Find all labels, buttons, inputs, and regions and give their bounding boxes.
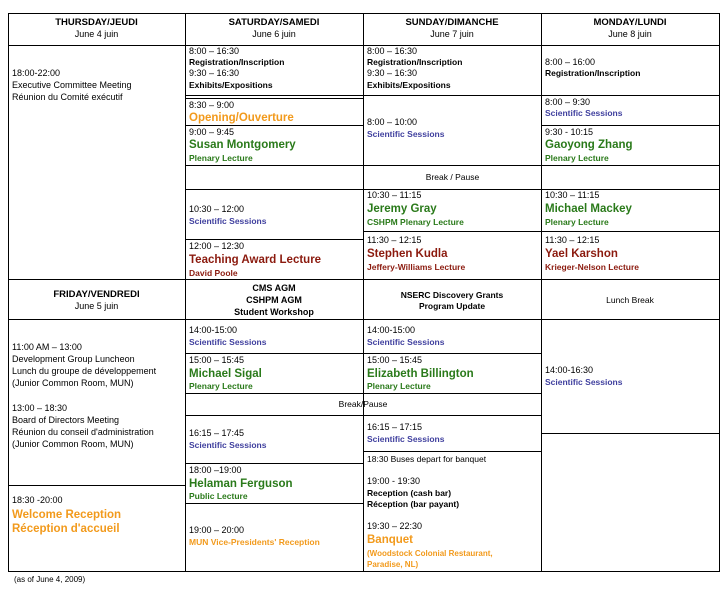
- sun-gray-speaker: Jeremy Gray: [367, 203, 437, 215]
- sun-kudla-time: 11:30 – 12:15: [367, 235, 422, 245]
- monday-date: June 8 juin: [608, 29, 652, 39]
- sat-pub-speaker: Helaman Ferguson: [189, 478, 293, 490]
- friday-date: June 5 juin: [74, 301, 119, 311]
- sat-agm-1: CMS AGM: [252, 283, 296, 293]
- sun-rec-en: Reception (cash bar): [367, 488, 452, 498]
- mon-mackey-label: Plenary Lecture: [545, 217, 609, 227]
- sat-late-sci-label: Scientific Sessions: [189, 440, 267, 450]
- saturday-header: SATURDAY/SAMEDI: [228, 17, 320, 28]
- sun-late-sci-time: 16:15 – 17:15: [367, 422, 423, 432]
- sat-plen-speaker: Susan Montgomery: [189, 139, 296, 151]
- sun-sci-time: 8:00 – 10:00: [367, 117, 418, 127]
- sat-exh-label: Exhibits/Expositions: [189, 80, 273, 90]
- fri-welcome-fr: Réception d'accueil: [12, 523, 120, 535]
- thursday-exec-en: Executive Committee Meeting: [12, 80, 132, 90]
- sun-exh-time: 9:30 – 16:30: [367, 68, 418, 78]
- afternoon-break: Break/Pause: [338, 399, 388, 409]
- sun-ban-place1: (Woodstock Colonial Restaurant,: [367, 549, 493, 558]
- fri-board-room: (Junior Common Room, MUN): [12, 439, 134, 449]
- sun-kudla-label: Jeffery-Williams Lecture: [367, 262, 466, 272]
- mon-sci-time: 8:00 – 9:30: [545, 97, 591, 107]
- fri-board-en: Board of Directors Meeting: [12, 415, 120, 425]
- sun-bill-speaker: Elizabeth Billington: [367, 368, 474, 380]
- sun-ban-title: Banquet: [367, 534, 413, 546]
- sat-plen-label: Plenary Lecture: [189, 153, 253, 163]
- sat-sigal-time: 15:00 – 15:45: [189, 355, 245, 365]
- fri-board-fr: Réunion du conseil d'administration: [12, 427, 154, 437]
- saturday-date: June 6 juin: [252, 29, 296, 39]
- sun-reg-label: Registration/Inscription: [367, 57, 463, 67]
- fri-welcome-en: Welcome Reception: [12, 509, 122, 521]
- mon-pm-sci-time: 14:00-16:30: [545, 365, 594, 375]
- monday-header: MONDAY/LUNDI: [593, 17, 667, 28]
- fri-lunch-room: (Junior Common Room, MUN): [12, 378, 134, 388]
- thursday-exec-fr: Réunion du Comité exécutif: [12, 92, 123, 102]
- sat-plen-time: 9:00 – 9:45: [189, 127, 235, 137]
- sat-exh-time: 9:30 – 16:30: [189, 68, 240, 78]
- mon-mackey-speaker: Michael Mackey: [545, 203, 632, 215]
- thursday-date: June 4 juin: [74, 29, 119, 39]
- sat-sci-time: 10:30 – 12:00: [189, 204, 245, 214]
- fri-lunch-fr: Lunch du groupe de développement: [12, 366, 157, 376]
- sun-nserc-1: NSERC Discovery Grants: [400, 290, 504, 300]
- sat-pm-sci-time: 14:00-15:00: [189, 325, 238, 335]
- sun-bill-time: 15:00 – 15:45: [367, 355, 423, 365]
- sat-open-title: Opening/Ouverture: [189, 112, 294, 124]
- friday-header: FRIDAY/VENDREDI: [53, 289, 140, 300]
- sun-bus-label: 18:30 Buses depart for banquet: [367, 454, 487, 464]
- mon-karshon-label: Krieger-Nelson Lecture: [545, 262, 639, 272]
- sun-pm-sci-time: 14:00-15:00: [367, 325, 416, 335]
- thursday-exec-time: 18:00-22:00: [12, 68, 61, 78]
- sun-bill-label: Plenary Lecture: [367, 381, 431, 391]
- mon-mackey-time: 10:30 – 11:15: [545, 190, 600, 200]
- sat-open-time: 8:30 – 9:00: [189, 100, 235, 110]
- mon-pm-sci-label: Scientific Sessions: [545, 377, 623, 387]
- sunday-header: SUNDAY/DIMANCHE: [405, 17, 499, 28]
- mon-karshon-speaker: Yael Karshon: [545, 248, 618, 260]
- sun-kudla-speaker: Stephen Kudla: [367, 248, 448, 260]
- mon-reg-label: Registration/Inscription: [545, 68, 641, 78]
- fri-board-time: 13:00 – 18:30: [12, 403, 68, 413]
- mon-zhang-speaker: Gaoyong Zhang: [545, 139, 633, 151]
- thursday-header: THURSDAY/JEUDI: [55, 17, 138, 28]
- sun-reg-time: 8:00 – 16:30: [367, 46, 418, 56]
- fri-lunch-en: Development Group Luncheon: [12, 354, 135, 364]
- sun-nserc-2: Program Update: [418, 301, 486, 311]
- sun-ban-time: 19:30 – 22:30: [367, 521, 423, 531]
- sat-agm-2: CSHPM AGM: [246, 295, 302, 305]
- sat-sigal-label: Plenary Lecture: [189, 381, 253, 391]
- sun-gray-label: CSHPM Plenary Lecture: [367, 217, 464, 227]
- fri-welcome-time: 18:30 -20:00: [12, 495, 63, 505]
- mon-zhang-time: 9:30 - 10:15: [545, 127, 594, 137]
- morning-break: Break / Pause: [425, 172, 480, 182]
- sunday-date: June 7 juin: [430, 29, 474, 39]
- sun-gray-time: 10:30 – 11:15: [367, 190, 422, 200]
- sun-rec-time: 19:00 - 19:30: [367, 476, 421, 486]
- mon-zhang-label: Plenary Lecture: [545, 153, 609, 163]
- sun-rec-fr: Réception (bar payant): [367, 499, 460, 509]
- mon-karshon-time: 11:30 – 12:15: [545, 235, 600, 245]
- sat-pub-label: Public Lecture: [189, 491, 248, 501]
- sat-agm-3: Student Workshop: [234, 307, 314, 317]
- sat-sci-label: Scientific Sessions: [189, 216, 267, 226]
- sat-reg-time: 8:00 – 16:30: [189, 46, 240, 56]
- sat-late-sci-time: 16:15 – 17:45: [189, 428, 245, 438]
- sat-mun-time: 19:00 – 20:00: [189, 525, 245, 535]
- sun-exh-label: Exhibits/Expositions: [367, 80, 451, 90]
- footnote: (as of June 4, 2009): [14, 575, 86, 584]
- mon-sci-label: Scientific Sessions: [545, 108, 623, 118]
- sun-sci-label: Scientific Sessions: [367, 129, 445, 139]
- sun-late-sci-label: Scientific Sessions: [367, 434, 445, 444]
- sat-pub-time: 18:00 –19:00: [189, 465, 242, 475]
- sat-teach-speaker: David Poole: [189, 268, 238, 278]
- sat-reg-label: Registration/Inscription: [189, 57, 285, 67]
- sun-pm-sci-label: Scientific Sessions: [367, 337, 445, 347]
- sat-sigal-speaker: Michael Sigal: [189, 368, 262, 380]
- mon-lunch: Lunch Break: [606, 295, 654, 305]
- sat-teach-time: 12:00 – 12:30: [189, 241, 245, 251]
- sat-mun-label: MUN Vice-Presidents' Reception: [189, 537, 320, 547]
- mon-reg-time: 8:00 – 16:00: [545, 57, 596, 67]
- sat-teach-title: Teaching Award Lecture: [189, 254, 322, 266]
- fri-lunch-time: 11:00 AM – 13:00: [12, 342, 82, 352]
- sat-pm-sci-label: Scientific Sessions: [189, 337, 267, 347]
- sun-ban-place2: Paradise, NL): [367, 560, 419, 569]
